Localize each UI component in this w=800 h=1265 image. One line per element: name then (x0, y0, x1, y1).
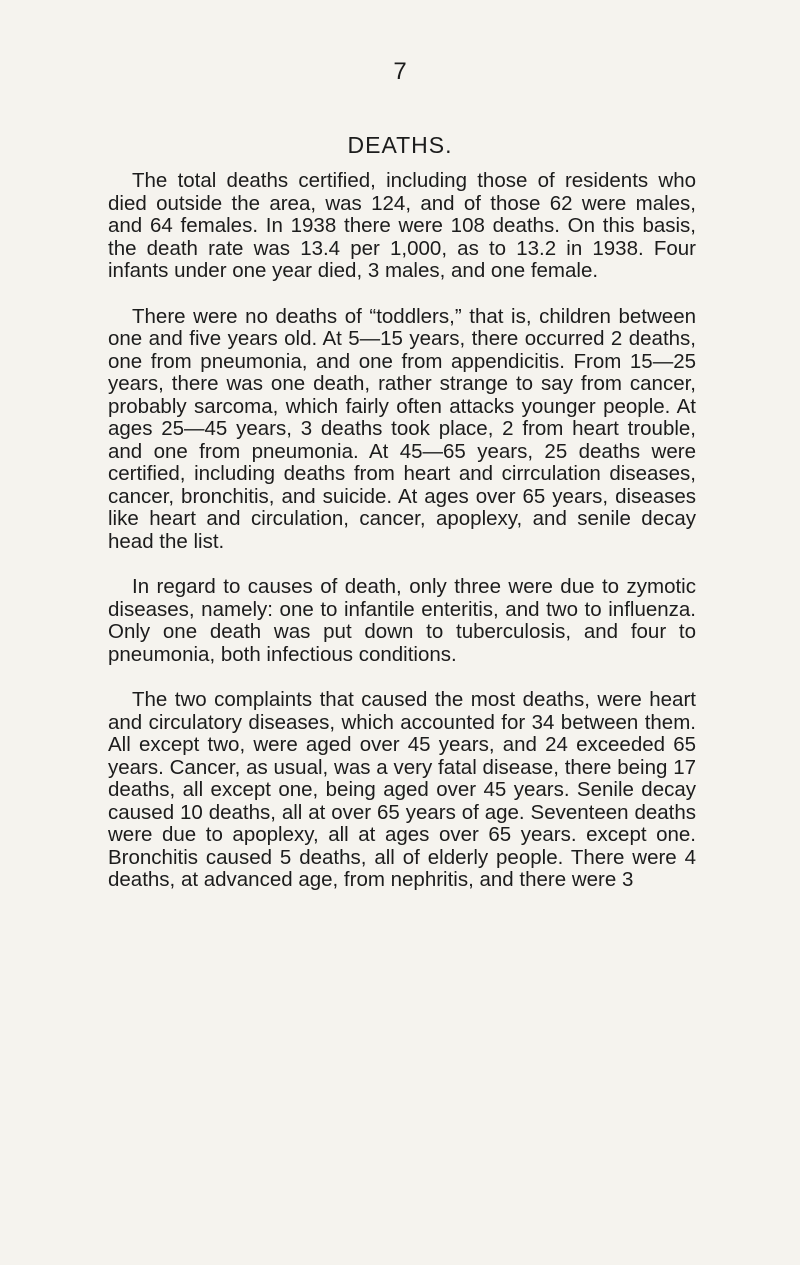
page-number: 7 (393, 58, 407, 85)
body-text (108, 170, 696, 892)
paragraph-causes-of-death: In regard to causes of death, only three were due to zymotic diseases, namely: one to infantile enteritis, and two to influenza. Only one death was put down to tuberculosis, and four to pneumonia, both infectious conditions. (108, 575, 696, 666)
section-heading: DEATHS. (347, 132, 453, 158)
paragraph-total-deaths: The total deaths certified, including those of residents who died outside the area, was 124, and of those 62 were males, and 64 females. In 1938 there were 108 deaths. On this basis, the death rate was 13.4 per 1,000, as to 13.2 in 1938. Four infants under one year died, 3 males, and one female. (108, 169, 696, 282)
paragraph-main-complaints: The two complaints that caused the most deaths, were heart and circulatory diseases, which accounted for 34 between them. All except two, were aged over 45 years, and 24 exceeded 65 years. Cancer, as usual, was a very fatal disease, there being 17 deaths, all except one, being aged over 45 years. Senile decay caused 10 deaths, all at over 65 years of age. Seventeen deaths were due to apoplexy, all at ages over 65 years. except one. Bronchitis caused 5 deaths, all of elderly people. There were 4 deaths, at advanced age, from nephritis, and there were 3 (108, 688, 696, 891)
paragraph-deaths-by-age: There were no deaths of “toddlers,” that is, children between one and five years old. At 5—15 years, there occurred 2 deaths, one from pneumonia, and one from appendicitis. From 15—25 years, there was one death, rather strange to say from cancer, probably sarcoma, which fairly often attacks younger people. At ages 25—45 years, 3 deaths took place, 2 from heart trouble, and one from pneumonia. At 45—65 years, 25 deaths were certified, including deaths from heart and cirrculation diseases, cancer, bronchitis, and suicide. At ages over 65 years, diseases like heart and circulation, cancer, apoplexy, and senile decay head the list. (108, 304, 696, 553)
